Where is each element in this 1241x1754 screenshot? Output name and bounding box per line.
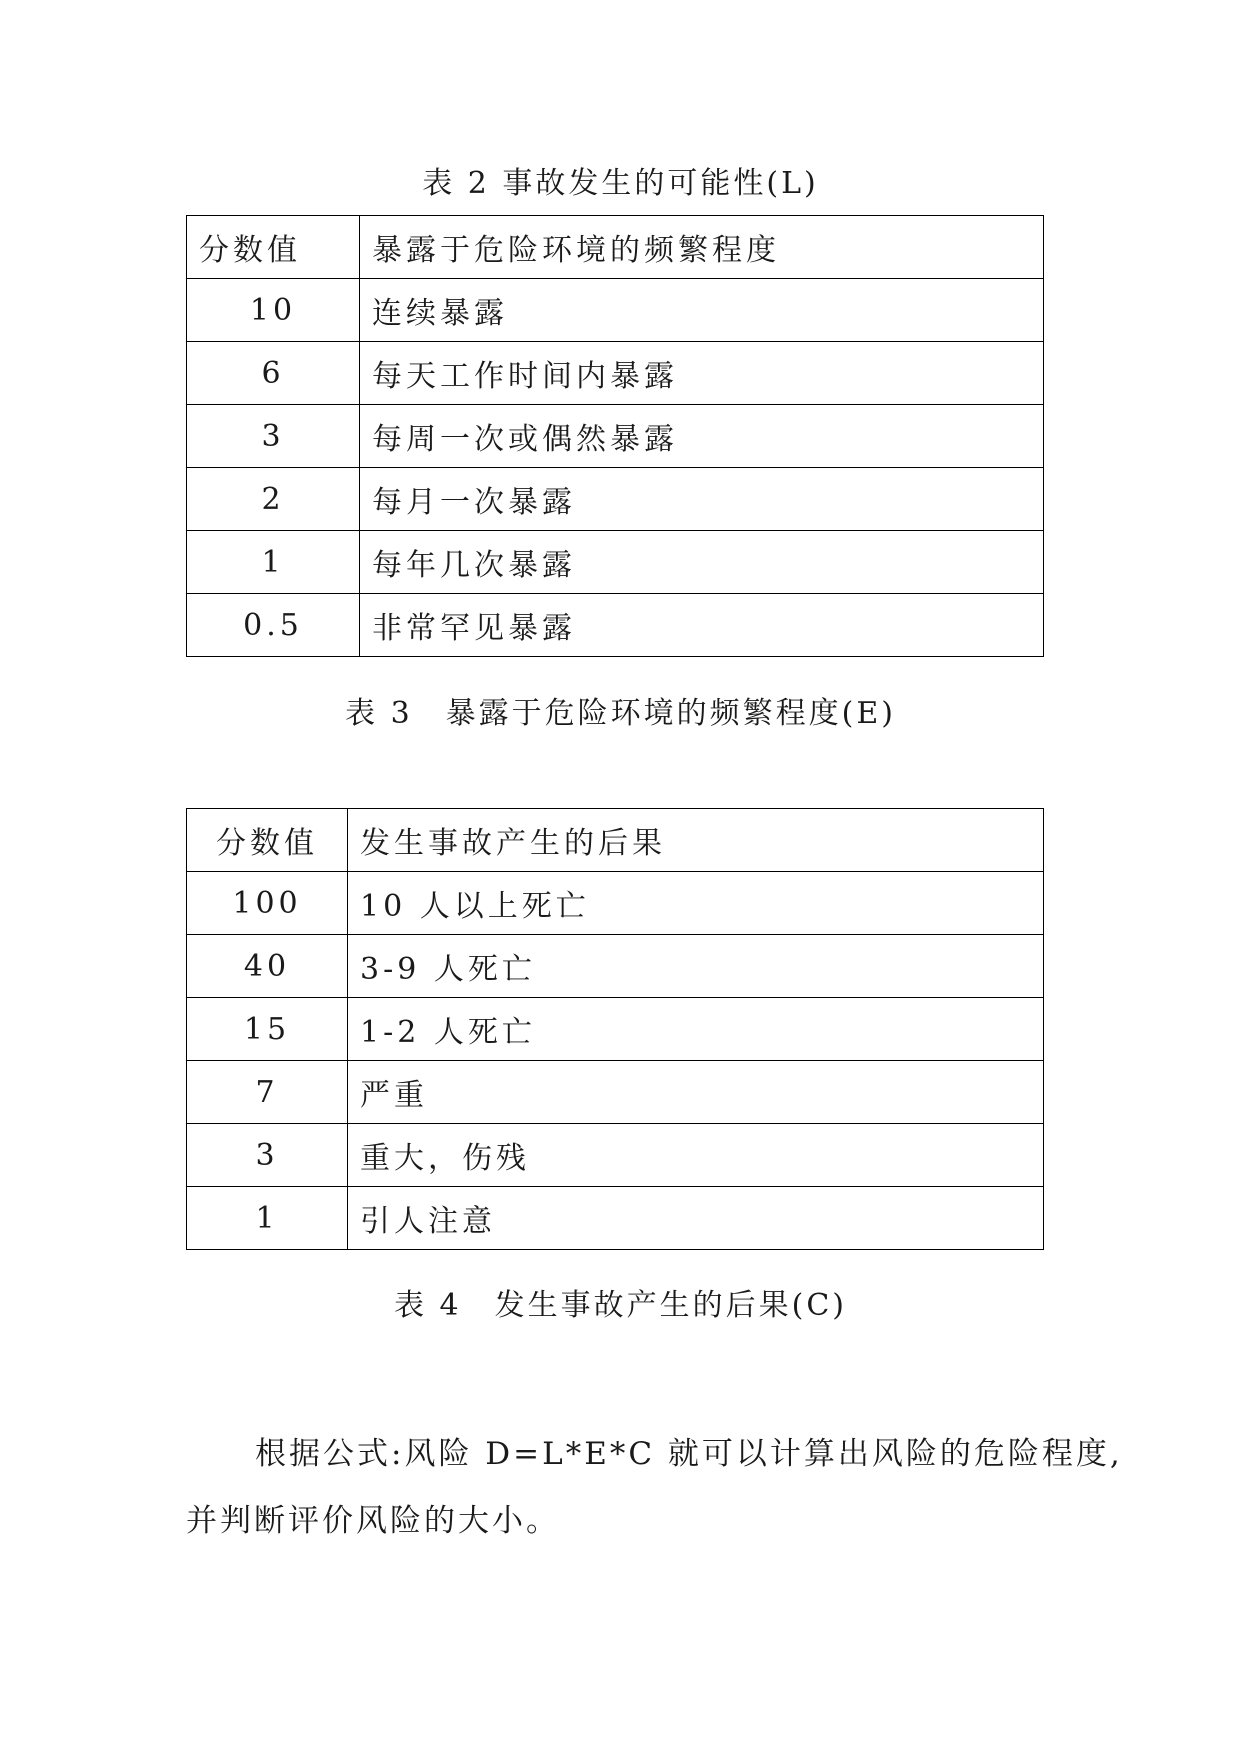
- table-row: [187, 342, 1044, 405]
- score-cell: 40: [187, 935, 348, 998]
- description-cell: 每年几次暴露: [360, 531, 1044, 594]
- table-row: [187, 594, 1044, 657]
- description-cell: 非常罕见暴露: [360, 594, 1044, 657]
- score-cell: 2: [187, 468, 360, 531]
- description-cell: 严重: [348, 1061, 1044, 1124]
- table-row: [187, 1061, 1044, 1124]
- table-row: [187, 935, 1044, 998]
- table2-caption: 表 2 事故发生的可能性(L): [422, 166, 819, 201]
- score-cell: 7: [187, 1061, 348, 1124]
- description-cell: 连续暴露: [360, 279, 1044, 342]
- score-cell: 1: [187, 1187, 348, 1250]
- formula-paragraph-line1: 根据公式:风险 D=L*E*C 就可以计算出风险的危险程度,: [255, 1436, 1123, 1472]
- score-cell: 100: [187, 872, 348, 935]
- description-cell: 每天工作时间内暴露: [360, 342, 1044, 405]
- description-cell: 10 人以上死亡: [348, 872, 1044, 935]
- table4-caption: 表 4 发生事故产生的后果(C): [394, 1288, 847, 1323]
- table-row: [187, 468, 1044, 531]
- description-cell: 3-9 人死亡: [348, 935, 1044, 998]
- description-cell: 每周一次或偶然暴露: [360, 405, 1044, 468]
- table3-caption: 表 3 暴露于危险环境的频繁程度(E): [345, 696, 896, 731]
- table-row: [187, 531, 1044, 594]
- table-header-row: [187, 809, 1044, 872]
- score-header: 分数值: [187, 216, 360, 279]
- score-cell: 15: [187, 998, 348, 1061]
- description-cell: 引人注意: [348, 1187, 1044, 1250]
- score-cell: 6: [187, 342, 360, 405]
- formula-paragraph-line2: 并判断评价风险的大小。: [186, 1503, 560, 1539]
- score-header: 分数值: [187, 809, 348, 872]
- table-row: [187, 998, 1044, 1061]
- table-row: [187, 279, 1044, 342]
- exposure-frequency-table: [186, 215, 1044, 657]
- table-row: [187, 405, 1044, 468]
- description-header: 发生事故产生的后果: [348, 809, 1044, 872]
- description-header: 暴露于危险环境的频繁程度: [360, 216, 1044, 279]
- consequence-table: [186, 808, 1044, 1250]
- description-cell: 1-2 人死亡: [348, 998, 1044, 1061]
- score-cell: 10: [187, 279, 360, 342]
- score-cell: 1: [187, 531, 360, 594]
- table-row: [187, 872, 1044, 935]
- table-row: [187, 1187, 1044, 1250]
- description-cell: 重大，伤残: [348, 1124, 1044, 1187]
- score-cell: 3: [187, 405, 360, 468]
- table-row: [187, 1124, 1044, 1187]
- score-cell: 3: [187, 1124, 348, 1187]
- score-cell: 0.5: [187, 594, 360, 657]
- table-header-row: [187, 216, 1044, 279]
- description-cell: 每月一次暴露: [360, 468, 1044, 531]
